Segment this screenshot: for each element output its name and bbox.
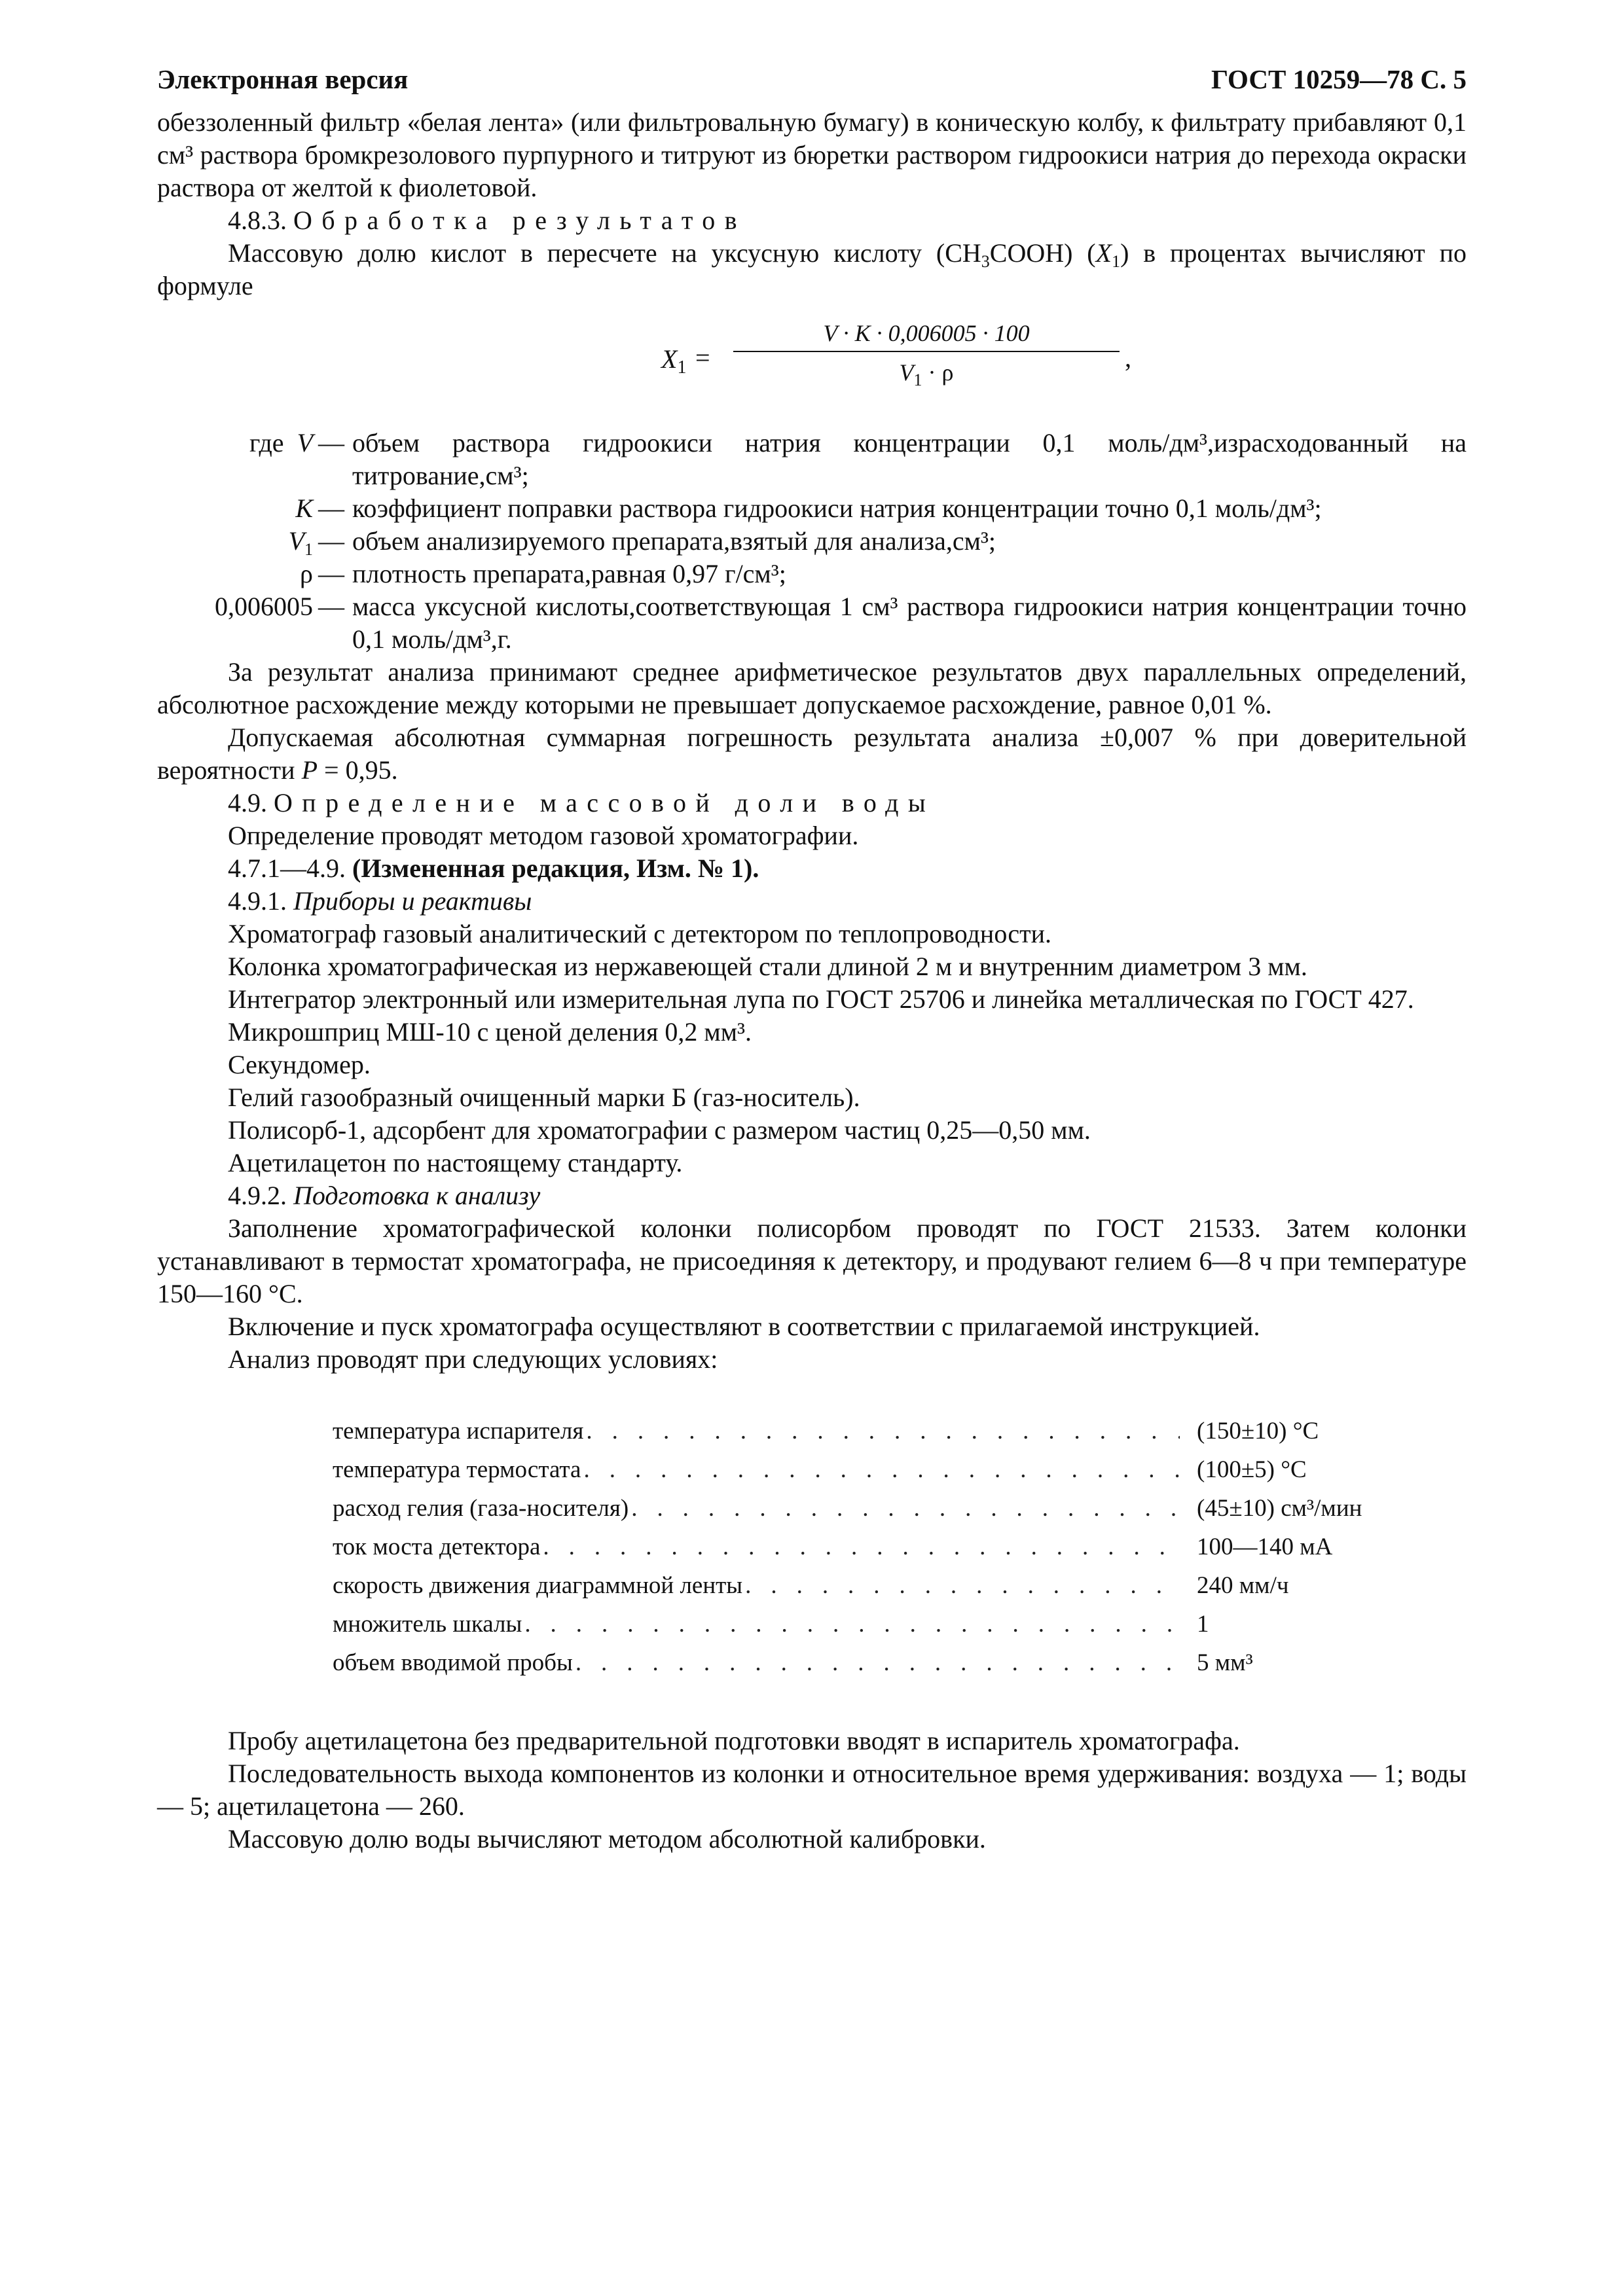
leader-dots [543, 1531, 1180, 1564]
condition-name: температура испарителя [333, 1418, 584, 1444]
condition-row [333, 1570, 1393, 1608]
variable-symbol: V [288, 526, 304, 556]
paragraph: Пробу ацетилацетона без предварительной подготовки вводят в испаритель хроматографа. [228, 1726, 1240, 1755]
condition-row [333, 1531, 1393, 1570]
header-right: ГОСТ 10259—78 С. 5 [1211, 64, 1467, 94]
amendment-text: (Измененная редакция, Изм. № 1). [352, 853, 759, 883]
condition-row [333, 1608, 1393, 1647]
paragraph: Заполнение хроматографической колонки полисорбом проводят по ГОСТ 21533. Затем колонки устанавливают в термостат хроматографа, не присоединяя к детектору, и продувают гелием 6—8 ч при температуре 150—160 °С. [157, 1213, 1467, 1308]
paragraph: Интегратор электронный или измерительная лупа по ГОСТ 25706 и линейка металлическая по ГОСТ 427. [228, 984, 1414, 1014]
paragraph: обеззоленный фильтр «белая лента» (или фильтровальную бумагу) в коническую колбу, к фильтрату прибавляют 0,1 см³ раствора бромкрезолового пурпурного и титруют из бюретки раствором гидроокиси натрия до перехода окраски раствора от желтой к фиолетовой. [157, 107, 1467, 202]
text: Массовую долю кислот в пересчете на уксусную кислоту (CH [228, 238, 981, 268]
condition-row [333, 1454, 1393, 1492]
leader-dots [583, 1454, 1180, 1486]
paragraph: За результат анализа принимают среднее арифметическое результатов двух параллельных определений, абсолютное расхождение между которыми не превышает допускаемое расхождение, равное 0,01 %. [157, 657, 1467, 719]
text: Допускаемая абсолютная суммарная погрешность результата анализа ±0,007 % при доверительной вероятности [157, 723, 1467, 785]
condition-row [333, 1647, 1393, 1685]
condition-name: расход гелия (газа-носителя) [333, 1495, 629, 1522]
variable-row [157, 525, 1467, 558]
fraction-bar [733, 351, 1120, 352]
condition-name: объем вводимой пробы [333, 1649, 573, 1676]
paragraph: Определение проводят методом газовой хроматографии. [228, 821, 859, 850]
formula-numerator: V · K · 0,006005 · 100 [823, 320, 1030, 346]
variable-description: объем раствора гидроокиси натрия концентрации 0,1 моль/дм³,израсходованный на титрование,см³; [352, 428, 1467, 490]
section-title: Приборы и реактивы [293, 886, 532, 916]
paragraph: Последовательность выхода компонентов из колонки и относительное время удерживания: воздуха — 1; воды — 5; ацетилацетона — 260. [157, 1759, 1467, 1821]
variable-definitions [157, 427, 1467, 656]
formula-denominator: $V_1 \cdot \rho$ [899, 359, 954, 389]
condition-value: 100—140 мА [1197, 1534, 1333, 1560]
section-title: Обработка результатов [293, 206, 746, 235]
paragraph-formula-intro [157, 237, 1467, 302]
dash: — [318, 493, 344, 523]
subscript: 1 [1112, 252, 1121, 271]
variable-symbol: ρ [300, 559, 313, 588]
header-left: Электронная версия [157, 64, 409, 94]
paragraph: Колонка хроматографическая из нержавеющей стали длиной 2 м и внутренним диаметром 3 мм. [228, 952, 1307, 981]
condition-value: (100±5) °С [1197, 1456, 1307, 1483]
condition-name: скорость движения диаграммной ленты [333, 1572, 743, 1599]
variable-description: объем анализируемого препарата,взятый для анализа,см³; [352, 526, 996, 556]
condition-row [333, 1492, 1393, 1531]
amendment-note [157, 852, 1467, 885]
section-number: 4.7.1—4.9. [228, 853, 346, 883]
condition-value: (45±10) см³/мин [1197, 1495, 1362, 1522]
formula [157, 302, 1467, 414]
variable-symbol: K [295, 493, 313, 523]
section-heading-4-9-2 [157, 1179, 1467, 1212]
section-number: 4.9.2. [228, 1181, 287, 1210]
paragraph: Массовую долю воды вычисляют методом абсолютной калибровки. [228, 1824, 986, 1854]
condition-row [333, 1415, 1393, 1454]
dash: — [318, 526, 344, 556]
paragraph: Анализ проводят при следующих условиях: [228, 1344, 718, 1374]
formula-equals: = [695, 343, 710, 372]
page-header [157, 63, 1467, 96]
section-heading-4-9-1 [157, 885, 1467, 918]
paragraph: Хроматограф газовый аналитический с детектором по теплопроводности. [228, 919, 1051, 948]
variable-row [157, 558, 1467, 590]
section-number: 4.9.1. [228, 886, 287, 916]
condition-value: 1 [1197, 1611, 1209, 1638]
formula-lhs: $X_1$ [661, 344, 687, 378]
variable-symbol: V [297, 428, 313, 457]
variable-row [157, 492, 1467, 525]
variable-row [157, 427, 1467, 492]
section-heading-4-9 [157, 787, 1467, 819]
condition-name: ток моста детектора [333, 1534, 541, 1560]
section-heading-4-8-3 [157, 204, 1467, 237]
paragraph: Полисорб-1, адсорбент для хроматографии с размером частиц 0,25—0,50 мм. [228, 1115, 1091, 1145]
section-number: 4.8.3. [228, 206, 287, 235]
condition-value: (150±10) °С [1197, 1418, 1319, 1444]
paragraph [157, 721, 1467, 787]
paragraph: Секундомер. [228, 1050, 371, 1079]
variable-description: коэффициент поправки раствора гидроокиси натрия концентрации точно 0,1 моль/дм³; [352, 493, 1322, 523]
leader-dots [575, 1647, 1180, 1679]
variable-symbol: 0,006005 [215, 592, 313, 621]
paragraph: Гелий газообразный очищенный марки Б (газ-носитель). [228, 1083, 860, 1112]
formula-trail: , [1125, 343, 1131, 372]
paragraph: Ацетилацетон по настоящему стандарту. [228, 1148, 683, 1177]
dash: — [318, 428, 344, 457]
paragraph: Включение и пуск хроматографа осуществляют в соответствии с прилагаемой инструкцией. [228, 1312, 1260, 1341]
section-number: 4.9. [228, 788, 267, 817]
condition-value: 240 мм/ч [1197, 1572, 1289, 1599]
leader-dots [524, 1608, 1180, 1641]
symbol: X [1095, 238, 1112, 268]
text: COOH) ( [989, 238, 1096, 268]
lead-word: где [249, 428, 284, 457]
leader-dots [586, 1415, 1180, 1448]
subscript: 3 [981, 252, 990, 271]
variable-row [157, 590, 1467, 656]
leader-dots [745, 1570, 1180, 1602]
conditions-table [333, 1415, 1393, 1685]
text: ) в процентах вычисляют по формуле [157, 238, 1467, 300]
dash: — [318, 559, 344, 588]
section-title: Определение массовой доли воды [274, 788, 936, 817]
dash: — [318, 592, 344, 621]
section-title: Подготовка к анализу [293, 1181, 541, 1210]
symbol: P [301, 755, 318, 785]
condition-value: 5 мм³ [1197, 1649, 1253, 1676]
condition-name: температура термостата [333, 1456, 581, 1483]
condition-name: множитель шкалы [333, 1611, 522, 1638]
leader-dots [631, 1492, 1180, 1525]
text: = 0,95. [318, 755, 398, 785]
variable-description: плотность препарата,равная 0,97 г/см³; [352, 559, 786, 588]
paragraph: Микрошприц МШ-10 с ценой деления 0,2 мм³. [228, 1017, 752, 1047]
variable-description: масса уксусной кислоты,соответствующая 1 см³ раствора гидроокиси натрия концентрации точно 0,1 моль/дм³,г. [352, 592, 1467, 654]
page-content [157, 63, 1467, 1856]
subscript: 1 [304, 540, 313, 559]
